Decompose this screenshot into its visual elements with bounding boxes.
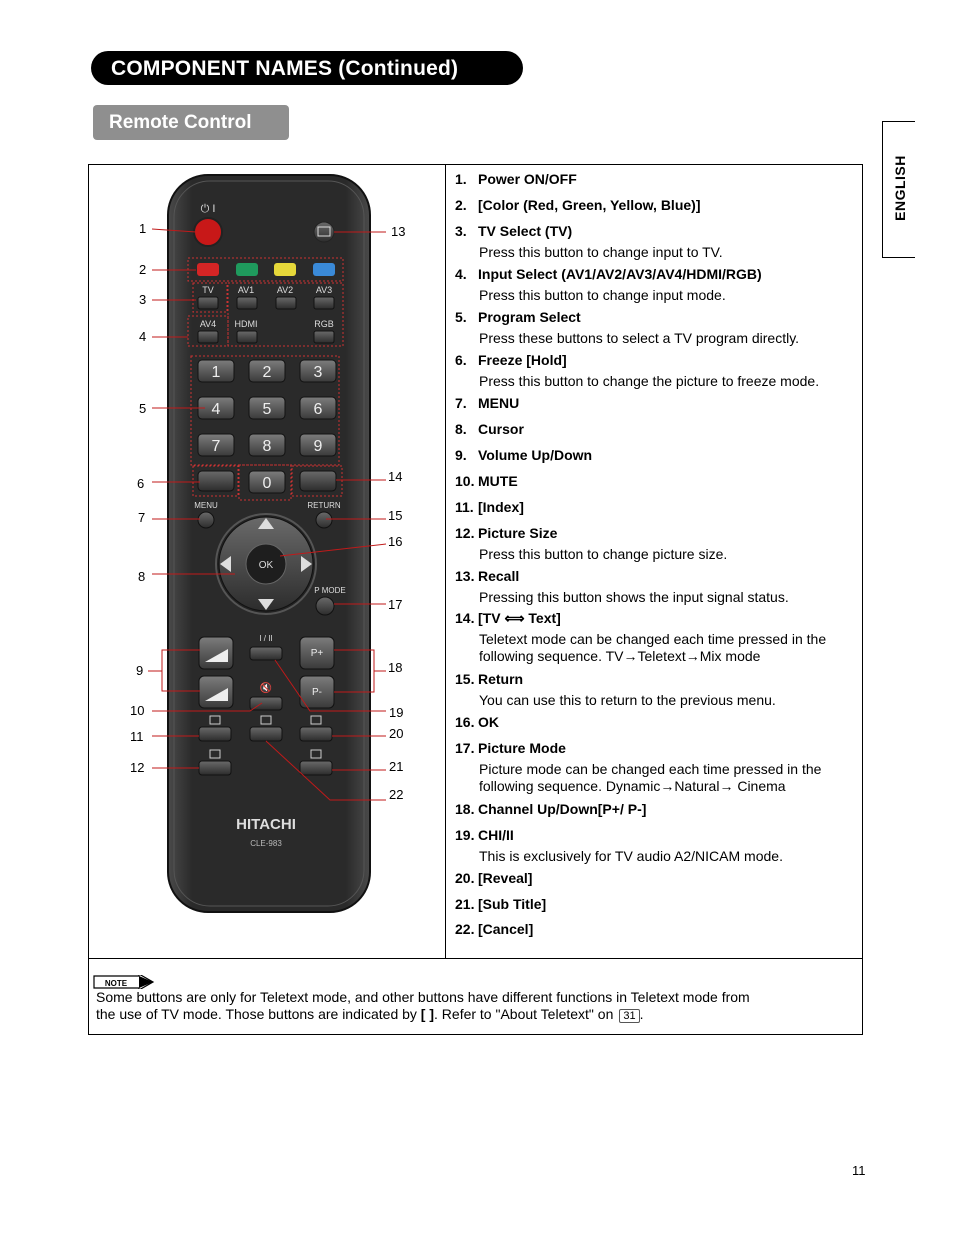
component-item: [455, 801, 850, 817]
component-item: [455, 671, 850, 709]
callout-3: 3: [139, 292, 147, 307]
component-title: [455, 870, 850, 886]
component-item: [455, 499, 850, 515]
component-title: [455, 473, 850, 489]
callout-19: 19: [389, 705, 404, 720]
picture-mode-button: [316, 597, 334, 615]
component-title: [455, 896, 850, 912]
blue-button: [313, 263, 335, 276]
component-title-text: Recall: [478, 568, 520, 584]
hdmi-button: [237, 331, 257, 343]
svg-text:8: 8: [262, 438, 272, 455]
svg-text:🔇: 🔇: [259, 683, 273, 694]
component-item: [455, 827, 850, 865]
note-divider: [88, 958, 862, 959]
freeze-button: [198, 471, 234, 491]
component-title-text: [Color (Red, Green, Yellow, Blue)]: [478, 197, 701, 213]
callout-2: 2: [139, 262, 147, 277]
av3-button: [314, 297, 334, 309]
component-title-text: Freeze [Hold]: [478, 352, 567, 368]
svg-text:AV4: AV4: [199, 319, 217, 329]
svg-text:CLE-983: CLE-983: [250, 839, 282, 848]
component-description: Pressing this button shows the input signal status.: [479, 589, 789, 605]
svg-text:⏻ I: ⏻ I: [200, 203, 216, 215]
chi-button: [250, 647, 282, 660]
component-description: Teletext mode can be changed each time pressed in the following sequence. TV→Teletext→Mix mode: [479, 631, 827, 664]
callout-13: 13: [391, 224, 406, 239]
svg-text:TV: TV: [202, 285, 214, 295]
component-number: 21.: [455, 896, 475, 912]
component-title-text: [Sub Title]: [478, 896, 547, 912]
svg-text:P-: P-: [312, 687, 322, 698]
callout-15: 15: [388, 508, 403, 523]
callout-4: 4: [139, 329, 147, 344]
svg-text:AV2: AV2: [276, 285, 294, 295]
component-title-text: Power ON/OFF: [478, 171, 577, 187]
component-title: [455, 309, 850, 325]
callout-8: 8: [138, 569, 146, 584]
green-button: [236, 263, 258, 276]
callout-14: 14: [388, 469, 403, 484]
rgb-button: [314, 331, 334, 343]
recall-button: [314, 222, 334, 242]
component-number: 14.: [455, 610, 475, 626]
cancel-button: [250, 727, 282, 741]
callout-1: 1: [139, 221, 147, 236]
svg-text:3: 3: [313, 364, 323, 381]
component-item: [455, 714, 850, 730]
callout-11: 11: [130, 729, 144, 744]
power-button: [194, 218, 222, 246]
component-number: 4.: [455, 266, 467, 282]
svg-text:7: 7: [211, 438, 221, 455]
component-number: 3.: [455, 223, 467, 239]
component-description: This is exclusively for TV audio A2/NICAM mode.: [479, 848, 783, 864]
column-divider: [445, 164, 446, 959]
component-number: 15.: [455, 671, 475, 687]
callout-9: 9: [136, 663, 144, 678]
component-title-text: OK: [478, 714, 499, 730]
menu-button: [198, 512, 214, 528]
component-title-text: [Reveal]: [478, 870, 533, 886]
component-description: Picture mode can be changed each time pressed in the following sequence. Dynamic→Natural→ Cinema: [479, 761, 822, 794]
component-title-text: [Cancel]: [478, 921, 534, 937]
language-tab: ENGLISH: [882, 121, 915, 258]
component-title-text: Volume Up/Down: [478, 447, 593, 463]
return-button: [316, 512, 332, 528]
tv-button: [198, 297, 218, 309]
component-title: [455, 568, 850, 584]
component-title-text: [TV ⟺ Text]: [478, 610, 561, 626]
component-title-text: Picture Mode: [478, 740, 566, 756]
component-number: 11.: [455, 499, 474, 515]
component-title-text: Program Select: [478, 309, 581, 325]
svg-text:NOTE: NOTE: [104, 979, 128, 988]
callout-17: 17: [388, 597, 403, 612]
component-title-text: Picture Size: [478, 525, 558, 541]
component-title: [455, 714, 850, 730]
component-title: [455, 499, 850, 515]
component-item: [455, 473, 850, 489]
callout-21: 21: [389, 759, 404, 774]
component-number: 9.: [455, 447, 467, 463]
component-number: 16.: [455, 714, 475, 730]
component-number: 2.: [455, 197, 467, 213]
component-title-text: TV Select (TV): [478, 223, 573, 239]
svg-text:1: 1: [211, 364, 221, 381]
svg-text:I / II: I / II: [259, 634, 273, 643]
svg-text:HITACHI: HITACHI: [236, 816, 296, 833]
component-item: [455, 352, 850, 390]
component-description: Press this button to change input mode.: [479, 287, 726, 303]
component-item: [455, 421, 850, 437]
note-text: Some buttons are only for Teletext mode, and other buttons have different functions in Teletext mode from the use of TV mode. Those buttons are indicated by [ ]. Refer to "About Teletext" on 31 .: [96, 989, 750, 1022]
yellow-button: [274, 263, 296, 276]
component-description: Press this button to change input to TV.: [479, 244, 723, 260]
callout-16: 16: [388, 534, 403, 549]
component-number: 20.: [455, 870, 475, 886]
component-number: 6.: [455, 352, 467, 368]
callout-12: 12: [130, 760, 145, 775]
component-item: [455, 395, 850, 411]
svg-text:4: 4: [211, 401, 221, 418]
component-title-text: MENU: [478, 395, 520, 411]
callout-10: 10: [130, 703, 145, 718]
component-title: [455, 266, 850, 282]
component-number: 8.: [455, 421, 467, 437]
svg-text:RETURN: RETURN: [307, 501, 341, 510]
component-number: 10.: [455, 473, 475, 489]
component-title-text: Return: [478, 671, 524, 687]
svg-text:MENU: MENU: [194, 501, 218, 510]
svg-text:RGB: RGB: [314, 319, 334, 329]
callout-20: 20: [389, 726, 404, 741]
av1-button: [237, 297, 257, 309]
svg-text:AV3: AV3: [315, 285, 333, 295]
svg-text:2: 2: [262, 364, 272, 381]
component-title-text: Cursor: [478, 421, 524, 437]
component-number: 7.: [455, 395, 467, 411]
picture-size-button: [199, 761, 231, 775]
component-title: [455, 223, 850, 239]
callout-5: 5: [139, 401, 147, 416]
av4-button: [198, 331, 218, 343]
page-number: 11: [852, 1163, 866, 1178]
component-number: 5.: [455, 309, 467, 325]
component-item: [455, 266, 850, 304]
component-number: 12.: [455, 525, 475, 541]
component-number: 19.: [455, 827, 475, 843]
component-title: [455, 671, 850, 687]
component-title: [455, 197, 850, 213]
svg-text:5: 5: [262, 401, 272, 418]
subtitle-button: [300, 761, 332, 775]
svg-text:9: 9: [313, 438, 323, 455]
component-title: [455, 801, 850, 817]
component-title: [455, 610, 850, 626]
component-title-text: [Index]: [478, 499, 524, 515]
subsection-title: Remote Control: [93, 105, 289, 140]
reveal-button: [300, 727, 332, 741]
svg-text:6: 6: [313, 401, 323, 418]
component-description: You can use this to return to the previous menu.: [479, 692, 776, 708]
component-title-text: CHI/II: [478, 827, 514, 843]
component-title: [455, 395, 850, 411]
component-title: [455, 171, 850, 187]
component-title: [455, 421, 850, 437]
callout-18: 18: [388, 660, 403, 675]
svg-text:P MODE: P MODE: [314, 586, 346, 595]
component-item: [455, 525, 850, 563]
callout-7: 7: [138, 510, 146, 525]
component-item: [455, 740, 850, 795]
page-reference[interactable]: 31: [619, 1009, 639, 1023]
component-item: [455, 223, 850, 261]
svg-text:AV1: AV1: [237, 285, 255, 295]
component-title-text: MUTE: [478, 473, 518, 489]
av2-button: [276, 297, 296, 309]
component-description: Press these buttons to select a TV program directly.: [479, 330, 800, 346]
component-item: [455, 610, 850, 665]
section-title: COMPONENT NAMES (Continued): [91, 51, 523, 85]
callout-6: 6: [137, 476, 145, 491]
tv-text-button: [300, 471, 336, 491]
callout-22: 22: [389, 787, 404, 802]
svg-text:HDMI: HDMI: [234, 319, 258, 329]
component-title: [455, 525, 850, 541]
component-number: 22.: [455, 921, 475, 937]
component-description: Press this button to change the picture to freeze mode.: [479, 373, 820, 389]
component-title: [455, 352, 850, 368]
component-title: [455, 447, 850, 463]
svg-text:OK: OK: [258, 560, 274, 571]
component-number: 1.: [455, 171, 467, 187]
component-number: 13.: [455, 568, 475, 584]
component-description: Press this button to change picture size.: [479, 546, 728, 562]
component-item: [455, 447, 850, 463]
component-item: [455, 921, 850, 937]
component-title-text: Input Select (AV1/AV2/AV3/AV4/HDMI/RGB): [478, 266, 762, 282]
component-number: 18.: [455, 801, 475, 817]
component-item: [455, 197, 850, 213]
component-item: [455, 896, 850, 912]
svg-text:0: 0: [262, 475, 272, 492]
component-title: [455, 827, 850, 843]
index-button: [199, 727, 231, 741]
component-title: [455, 740, 850, 756]
component-item: [455, 171, 850, 187]
component-title: [455, 921, 850, 937]
note-tag-icon: [93, 975, 155, 989]
component-number: 17.: [455, 740, 475, 756]
component-item: [455, 870, 850, 886]
svg-text:P+: P+: [310, 648, 324, 659]
component-title-text: Channel Up/Down[P+/ P-]: [478, 801, 647, 817]
red-button: [197, 263, 219, 276]
component-item: [455, 568, 850, 606]
component-item: [455, 309, 850, 347]
